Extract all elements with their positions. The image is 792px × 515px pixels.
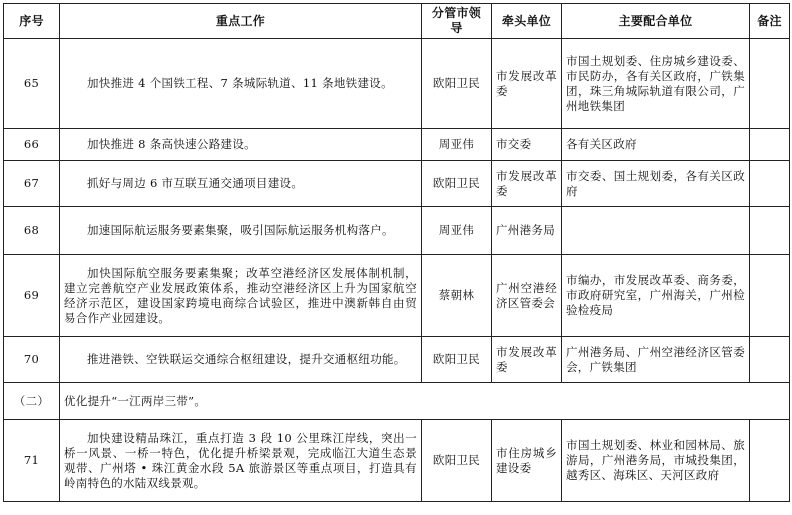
row-coop-units: 各有关区政府: [562, 129, 750, 161]
section-num: （二）: [4, 383, 60, 420]
row-coop-units: 市交委、国土规划委，各有关区政府: [562, 161, 750, 207]
row-leader: 欧阳卫民: [422, 337, 492, 383]
row-lead-unit: 广州空港经济区管委会: [492, 255, 562, 337]
row-leader: 周亚伟: [422, 129, 492, 161]
row-num: 69: [4, 255, 60, 337]
row-note: [750, 255, 790, 337]
row-leader: 欧阳卫民: [422, 420, 492, 502]
table-row: [4, 39, 790, 129]
row-leader: 欧阳卫民: [422, 39, 492, 129]
row-leader: 蔡朝林: [422, 255, 492, 337]
row-num: 67: [4, 161, 60, 207]
row-task: 推进港铁、空铁联运交通综合枢纽建设，提升交通枢纽功能。: [60, 337, 422, 383]
row-task: 加快建设精品珠江，重点打造 3 段 10 公里珠江岸线，突出一桥一风景、一桥一特色，优化提升桥梁景观，完成临江大道生态景观带、广州塔 • 珠江黄金水段 5A 旅游景区等重点项目，打造具有岭南特色的水陆双线景观。: [60, 420, 422, 502]
row-num: 66: [4, 129, 60, 161]
row-coop-units: [562, 207, 750, 255]
row-note: [750, 207, 790, 255]
row-note: [750, 420, 790, 502]
row-coop-units: 市国土规划委、住房城乡建设委、市民防办，各有关区政府，广铁集团，珠三角城际轨道有限公司，广州地铁集团: [562, 39, 750, 129]
table-row: [4, 129, 790, 161]
row-lead-unit: 市发展改革委: [492, 39, 562, 129]
row-note: [750, 161, 790, 207]
row-task: 加快国际航空服务要素集聚；改革空港经济区发展体制机制，建立完善航空产业发展政策体系，推动空港经济区上升为国家航空经济示范区，建设国家跨境电商综合试验区，推进中澳新韩自由贸易合作产业园建设。: [60, 255, 422, 337]
row-lead-unit: 市发展改革委: [492, 337, 562, 383]
row-lead-unit: 广州港务局: [492, 207, 562, 255]
header-row: [4, 4, 790, 39]
row-lead-unit: 市交委: [492, 129, 562, 161]
table-row: [4, 337, 790, 383]
header-coop-units: 主要配合单位: [562, 4, 750, 39]
header-task: 重点工作: [60, 4, 422, 39]
table-row: [4, 207, 790, 255]
row-num: 71: [4, 420, 60, 502]
header-note: 备注: [750, 4, 790, 39]
row-coop-units: 广州港务局、广州空港经济区管委会，广铁集团: [562, 337, 750, 383]
row-note: [750, 129, 790, 161]
table-row: [4, 255, 790, 337]
section-row: [4, 383, 790, 420]
row-task: 加快推进 8 条高快速公路建设。: [60, 129, 422, 161]
row-note: [750, 337, 790, 383]
row-leader: 周亚伟: [422, 207, 492, 255]
work-table: [3, 3, 790, 502]
row-coop-units: 市编办，市发展改革委、商务委，市政府研究室，广州海关，广州检验检疫局: [562, 255, 750, 337]
table-row: [4, 161, 790, 207]
row-num: 68: [4, 207, 60, 255]
section-title: 优化提升“一江两岸三带”。: [60, 383, 790, 420]
header-leader: 分管市领导: [422, 4, 492, 39]
row-num: 65: [4, 39, 60, 129]
row-num: 70: [4, 337, 60, 383]
header-lead-unit: 牵头单位: [492, 4, 562, 39]
row-lead-unit: 市住房城乡建设委: [492, 420, 562, 502]
row-lead-unit: 市发展改革委: [492, 161, 562, 207]
row-note: [750, 39, 790, 129]
table-row: [4, 420, 790, 502]
row-task: 抓好与周边 6 市互联互通交通项目建设。: [60, 161, 422, 207]
header-num: 序号: [4, 4, 60, 39]
row-task: 加快推进 4 个国铁工程、7 条城际轨道、11 条地铁建设。: [60, 39, 422, 129]
row-task: 加速国际航运服务要素集聚，吸引国际航运服务机构落户。: [60, 207, 422, 255]
row-leader: 欧阳卫民: [422, 161, 492, 207]
row-coop-units: 市国土规划委、林业和园林局、旅游局，广州港务局，市城投集团，越秀区、海珠区、天河区政府: [562, 420, 750, 502]
